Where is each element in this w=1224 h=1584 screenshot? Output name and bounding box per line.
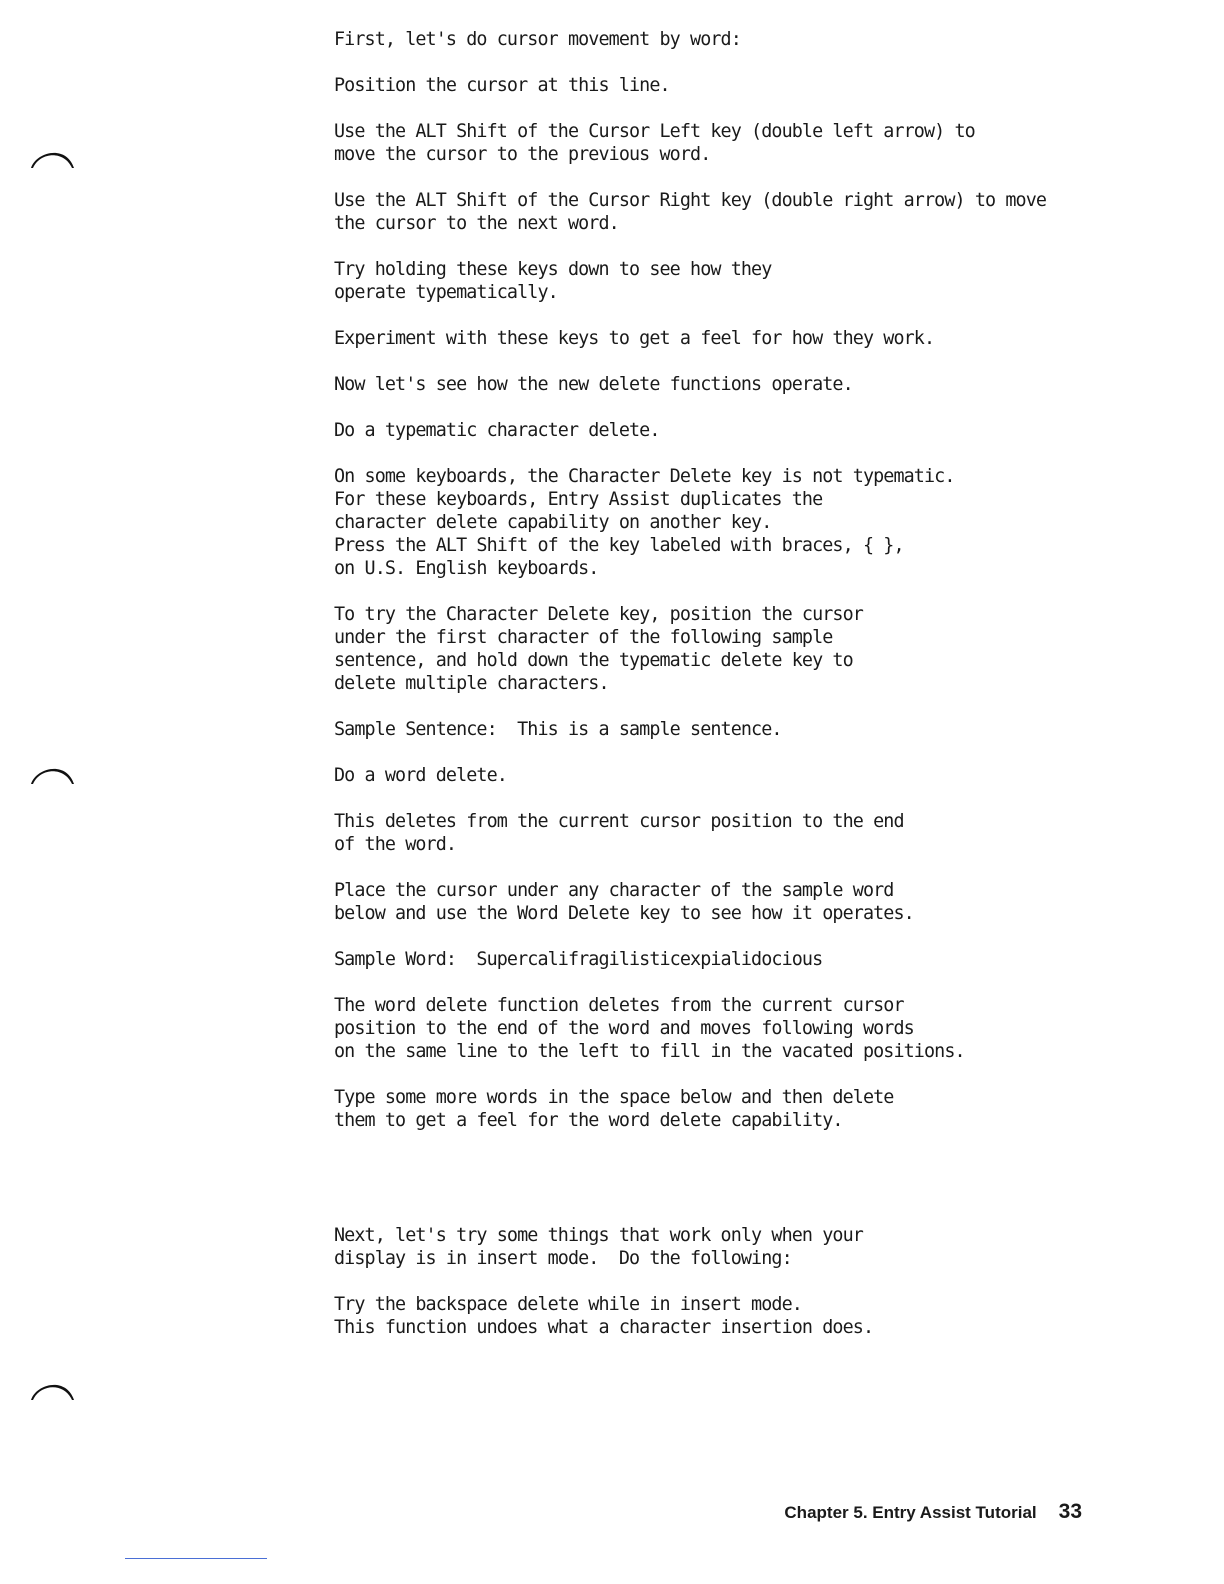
text-line: Type some more words in the space below and then delete — [334, 1087, 894, 1108]
text-line: This function undoes what a character insertion does. — [334, 1317, 874, 1338]
paragraph — [334, 327, 1154, 350]
text-line: Experiment with these keys to get a feel for how they work. — [334, 328, 935, 349]
binder-hole-mark-bottom — [28, 1374, 78, 1402]
tutorial-body-text — [334, 28, 1154, 1362]
text-line: on the same line to the left to fill in the vacated positions. — [334, 1041, 965, 1062]
text-line: Try holding these keys down to see how they — [334, 259, 772, 280]
text-line: Do a word delete. — [334, 765, 507, 786]
text-line: This deletes from the current cursor position to the end — [334, 811, 904, 832]
text-line: Sample Word: Supercalifragilisticexpialidocious — [334, 949, 823, 970]
paragraph — [334, 1293, 1154, 1339]
text-line: move the cursor to the previous word. — [334, 144, 711, 165]
paragraph — [334, 1086, 1154, 1132]
text-line: The word delete function deletes from the current cursor — [334, 995, 904, 1016]
paragraph — [334, 373, 1154, 396]
bottom-edge-rule — [125, 1558, 267, 1559]
text-line: Sample Sentence: This is a sample sentence. — [334, 719, 782, 740]
text-line: Use the ALT Shift of the Cursor Left key (double left arrow) to — [334, 121, 975, 142]
footer-chapter-title: Chapter 5. Entry Assist Tutorial — [784, 1503, 1037, 1522]
text-line: sentence, and hold down the typematic delete key to — [334, 650, 853, 671]
text-line: Place the cursor under any character of the sample word — [334, 880, 894, 901]
paragraph — [334, 74, 1154, 97]
paragraph — [334, 948, 1154, 971]
text-line: On some keyboards, the Character Delete key is not typematic. — [334, 466, 955, 487]
text-line: Try the backspace delete while in insert mode. — [334, 1294, 802, 1315]
paragraph — [334, 810, 1154, 856]
text-line: Next, let's try some things that work only when your — [334, 1225, 863, 1246]
paragraph — [334, 994, 1154, 1063]
text-line: of the word. — [334, 834, 457, 855]
blank-typing-space — [334, 1155, 1154, 1224]
paragraph — [334, 879, 1154, 925]
binder-hole-mark-top — [28, 142, 78, 170]
text-line: the cursor to the next word. — [334, 213, 619, 234]
paragraph — [334, 258, 1154, 304]
footer-page-number: 33 — [1058, 1500, 1082, 1523]
paragraph — [334, 764, 1154, 787]
text-line: For these keyboards, Entry Assist duplicates the — [334, 489, 823, 510]
text-line: Do a typematic character delete. — [334, 420, 660, 441]
text-line: under the first character of the following sample — [334, 627, 833, 648]
text-line: below and use the Word Delete key to see how it operates. — [334, 903, 914, 924]
text-line: Now let's see how the new delete functions operate. — [334, 374, 853, 395]
text-line: Position the cursor at this line. — [334, 75, 670, 96]
text-line: delete multiple characters. — [334, 673, 609, 694]
text-line: position to the end of the word and moves following words — [334, 1018, 914, 1039]
text-line: display is in insert mode. Do the following: — [334, 1248, 792, 1269]
paragraph — [334, 718, 1154, 741]
paragraph — [334, 465, 1154, 580]
paragraph — [334, 189, 1154, 235]
paragraph — [334, 120, 1154, 166]
text-line: Press the ALT Shift of the key labeled with braces, { }, — [334, 535, 904, 556]
text-line: Use the ALT Shift of the Cursor Right key (double right arrow) to move — [334, 190, 1047, 211]
text-line: character delete capability on another key. — [334, 512, 772, 533]
text-line: To try the Character Delete key, position the cursor — [334, 604, 863, 625]
binder-hole-mark-middle — [28, 758, 78, 786]
paragraph — [334, 28, 1154, 51]
text-line: on U.S. English keyboards. — [334, 558, 599, 579]
text-line: First, let's do cursor movement by word: — [334, 29, 741, 50]
paragraph — [334, 1224, 1154, 1270]
paragraph — [334, 603, 1154, 695]
paragraph — [334, 419, 1154, 442]
text-line: them to get a feel for the word delete capability. — [334, 1110, 843, 1131]
text-line: operate typematically. — [334, 282, 558, 303]
page-footer — [784, 1500, 1082, 1524]
